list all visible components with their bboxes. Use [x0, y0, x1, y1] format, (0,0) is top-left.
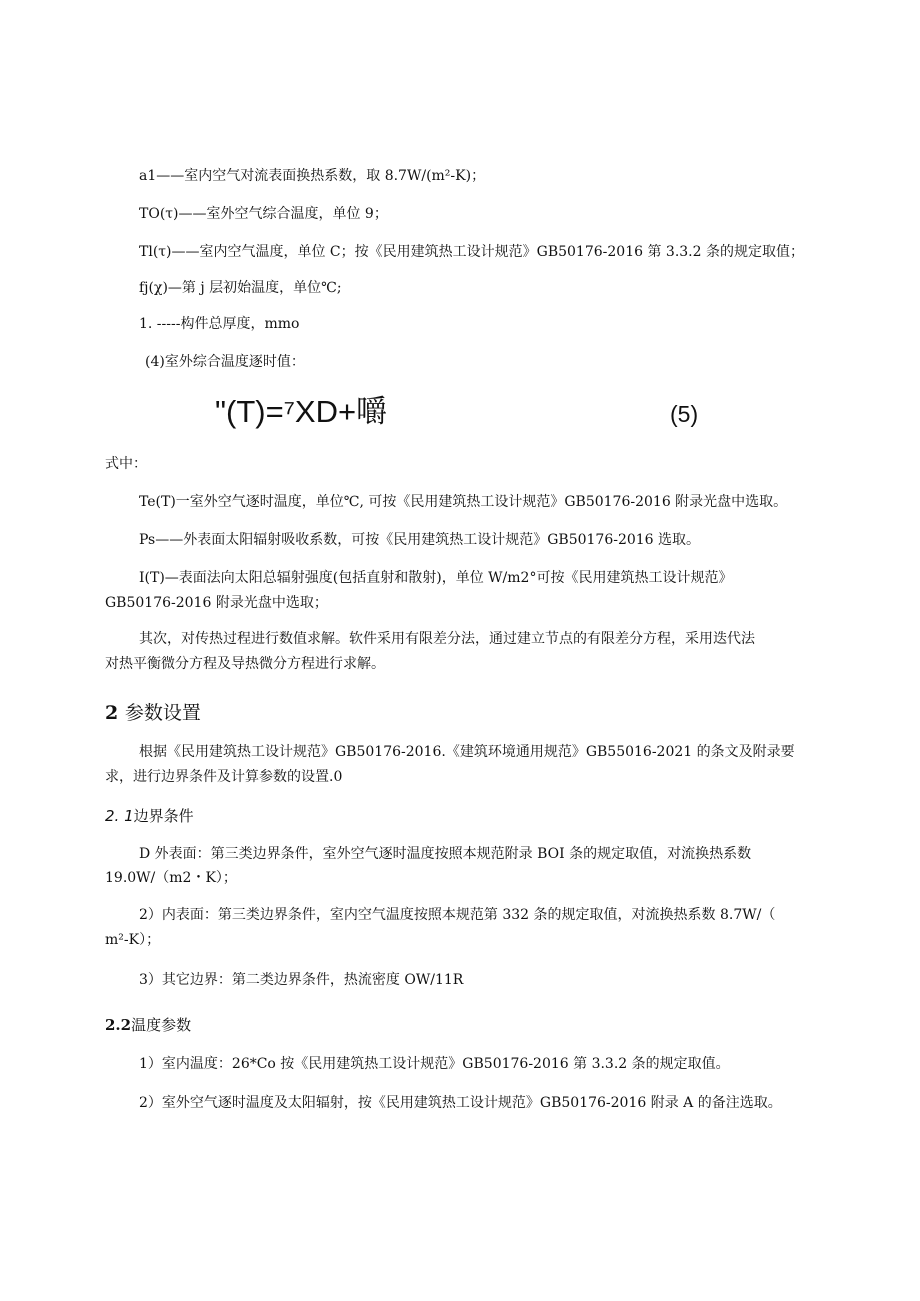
section-2-2-heading [105, 1015, 191, 1035]
section-2-1-number: 2. 1 [105, 807, 134, 825]
boundary-item3: 3）其它边界：第二类边界条件，热流密度 OW/11R [139, 972, 464, 988]
definition-it-line1: I(T)—表面法向太阳总辐射强度(包括直射和散射)，单位 W/m2°可按《民用建筑热工设计规范》 [139, 570, 733, 586]
definition-ps: Ps——外表面太阳辐射吸收系数，可按《民用建筑热工设计规范》GB50176-2016 选取。 [139, 532, 701, 548]
definition-a1: a1——室内空气对流表面换热系数，取 8.7W/(m²-K)； [139, 168, 486, 184]
definition-it-line2: GB50176-2016 附录光盘中选取； [105, 595, 328, 611]
section-2-number: 2 [105, 702, 119, 724]
boundary-item2-line1: 2）内表面：第三类边界条件，室内空气温度按照本规范第 332 条的规定取值，对流换热系数 8.7W/（ [139, 907, 776, 923]
temperature-item2: 2）室外空气逐时温度及太阳辐射，按《民用建筑热工设计规范》GB50176-2016 附录 A 的备注选取。 [139, 1095, 782, 1111]
section-2-1-heading [105, 806, 194, 826]
item-4-heading: (4)室外综合温度逐时值： [145, 354, 305, 370]
boundary-item1-line1: D 外表面：第三类边界条件，室外空气逐时温度按照本规范附录 BOI 条的规定取值，对流换热系数 [139, 846, 752, 862]
section-2-intro-line2: 求，进行边界条件及计算参数的设置.0 [105, 769, 343, 785]
section-2-2-number: 2.2 [105, 1016, 132, 1034]
section-2-title: 参数设置 [124, 702, 201, 724]
definition-te: Te(T)一室外空气逐时温度，单位℃, 可按《民用建筑热工设计规范》GB50176-2016 附录光盘中选取。 [139, 494, 788, 510]
boundary-item1-line2: 19.0W/（m2・K）； [105, 870, 237, 886]
definition-ti: Tl(τ)——室内空气温度，单位 C；按《民用建筑热工设计规范》GB50176-2016 第 3.3.2 条的规定取值； [139, 244, 804, 260]
boundary-item2-line2: m²-K）； [105, 932, 161, 948]
formula-number: (5) [670, 401, 699, 427]
where-label: 式中： [105, 456, 147, 472]
temperature-item1: 1）室内温度：26*Co 按《民用建筑热工设计规范》GB50176-2016 第 3.3.2 条的规定取值。 [139, 1056, 730, 1072]
section-2-heading [105, 701, 201, 725]
paragraph-solve-line1: 其次，对传热过程进行数值求解。软件采用有限差分法，通过建立节点的有限差分方程，采用迭代法 [139, 631, 755, 647]
formula-expression: "(T)=⁷XD+嚼 [215, 394, 388, 429]
definition-to: TO(τ)——室外空气综合温度，单位 9； [139, 206, 388, 222]
section-2-2-title: 温度参数 [131, 1016, 192, 1034]
section-2-intro-line1: 根据《民用建筑热工设计规范》GB50176-2016.《建筑环境通用规范》GB55016-2021 的条文及附录要 [139, 744, 795, 760]
section-2-1-title: 边界条件 [133, 807, 194, 825]
paragraph-solve-line2: 对热平衡微分方程及导热微分方程进行求解。 [105, 656, 385, 672]
definition-fj: fj(χ)—第 j 层初始温度，单位℃; [139, 280, 342, 296]
definition-thickness: 1. -----构件总厚度，mmo [139, 316, 300, 332]
